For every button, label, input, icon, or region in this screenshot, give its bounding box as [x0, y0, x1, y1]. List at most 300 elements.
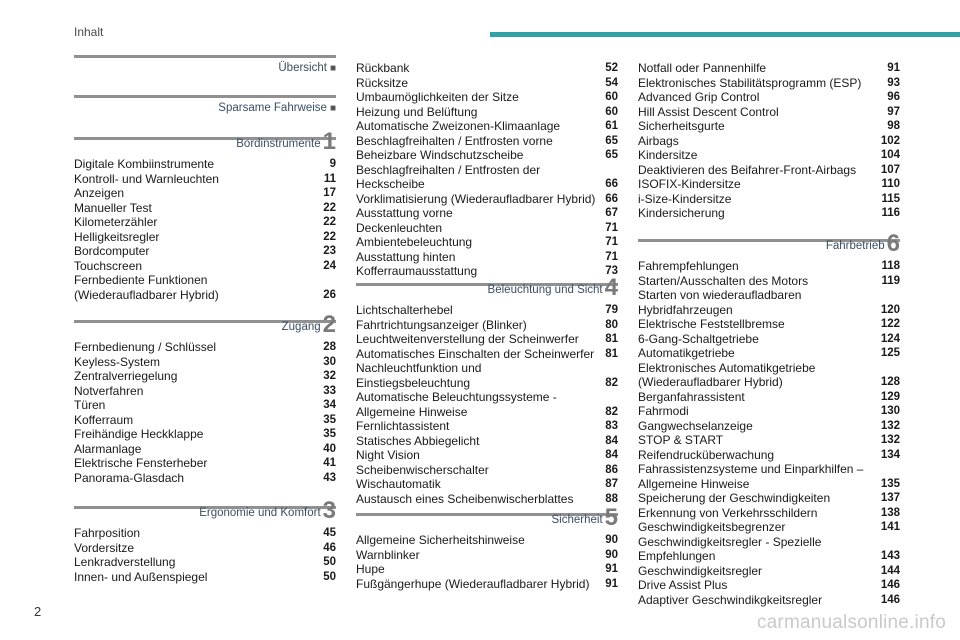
toc-entry-page: 79: [605, 304, 618, 316]
toc-entry-page: 35: [323, 413, 336, 426]
toc-entry-title: Scheibenwischerschalter: [356, 462, 489, 477]
toc-section: [74, 55, 336, 77]
toc-entry[interactable]: [638, 564, 900, 579]
toc-entry-page: 97: [887, 105, 900, 118]
toc-entry-title: Starten von wiederaufladbaren Hybridfahrzeugen: [638, 288, 802, 317]
toc-entry[interactable]: [356, 264, 618, 279]
toc-entry-title: Manueller Test: [74, 200, 152, 215]
toc-entry-title: Panorama-Glasdach: [74, 470, 185, 485]
toc-entry-page: 143: [880, 550, 900, 562]
section-title: Sparsame Fahrweise: [218, 102, 327, 114]
toc-entry[interactable]: [356, 221, 618, 236]
toc-entry-page: 50: [323, 570, 336, 583]
toc-entry-title: (Wiederaufladbarer Hybrid): [74, 287, 219, 302]
section-title: Sicherheit: [551, 514, 603, 526]
toc-entry-title: Innen- und Außenspiegel: [74, 569, 208, 584]
toc-entry-page: 60: [605, 105, 618, 118]
toc-entry[interactable]: [638, 462, 900, 477]
toc-entry-title: Rückbank: [356, 61, 410, 75]
toc-entry-title: Leuchtweitenverstellung der Scheinwerfer: [356, 332, 579, 346]
toc-entry-title: Rücksitze: [356, 75, 409, 90]
toc-entry-page: 132: [880, 419, 900, 432]
toc-entry-page: 118: [881, 260, 900, 272]
toc-entry-title: Speicherung der Geschwindigkeiten: [638, 491, 831, 505]
toc-entry-page: 41: [323, 457, 336, 469]
toc-entry-title: Notverfahren: [74, 383, 144, 398]
toc-entry-title: Geschwindigkeitsbegrenzer: [638, 520, 786, 534]
toc-entry[interactable]: [638, 61, 900, 76]
toc-entry[interactable]: [638, 404, 900, 419]
toc-entry-page: 82: [605, 405, 618, 418]
toc-entry[interactable]: [356, 105, 618, 120]
toc-entry-title: Fahrtrichtungsanzeiger (Blinker): [356, 317, 527, 332]
toc-entry[interactable]: [74, 230, 336, 245]
section-number: 3: [322, 497, 336, 524]
toc-entry-title: Nachleuchtfunktion und Einstiegsbeleuchtung: [356, 361, 482, 390]
toc-entry-title: Automatische Beleuchtungssysteme -: [356, 390, 557, 404]
toc-entry-page: 137: [880, 492, 900, 504]
toc-entry[interactable]: [638, 477, 900, 492]
toc-entry[interactable]: [74, 355, 336, 370]
toc-entry-page: 34: [323, 399, 336, 411]
toc-entry[interactable]: [356, 250, 618, 265]
toc-entry-page: 86: [605, 463, 618, 476]
toc-entry-page: 96: [887, 91, 900, 103]
toc-entry-page: 17: [323, 187, 336, 199]
toc-entry-title: i-Size-Kindersitze: [638, 191, 732, 206]
toc-entry-title: Automatikgetriebe: [638, 346, 735, 360]
toc-entry-page: 125: [880, 347, 900, 359]
toc-entry[interactable]: [74, 259, 336, 274]
toc-entry[interactable]: [638, 390, 900, 405]
toc-entry-title: Umbaumöglichkeiten der Sitze: [356, 90, 519, 104]
toc-entry-title: Adaptiver Geschwindikgkeitsregler: [638, 592, 823, 607]
toc-entry[interactable]: [74, 398, 336, 413]
toc-entry[interactable]: [74, 186, 336, 201]
toc-entry-title: Fahrmodi: [638, 404, 689, 418]
toc-entry[interactable]: [74, 215, 336, 230]
toc-entry-title: Türen: [74, 398, 106, 412]
toc-entry-title: Warnblinker: [356, 547, 420, 562]
toc-entry-title: STOP & START: [638, 433, 724, 447]
toc-entry-page: 141: [880, 521, 900, 533]
toc-entry-page: 88: [605, 492, 618, 505]
toc-entry-title: Empfehlungen: [638, 549, 716, 563]
toc-entry-title: Gangwechselanzeige: [638, 418, 753, 433]
toc-entry-page: 22: [323, 201, 336, 214]
section-heading: [74, 101, 336, 117]
toc-entry[interactable]: [638, 535, 900, 550]
toc-entry-page: 135: [880, 477, 900, 490]
toc-entry[interactable]: [356, 119, 618, 134]
section-rule: [74, 95, 336, 98]
toc-entry[interactable]: [356, 434, 618, 449]
toc-entry-title: Geschwindigkeitsregler - Spezielle: [638, 534, 822, 549]
toc-entry[interactable]: [356, 76, 618, 91]
section-number: 6: [886, 230, 900, 257]
toc-entry[interactable]: [74, 244, 336, 259]
toc-entry[interactable]: [638, 134, 900, 149]
toc-entry[interactable]: [74, 288, 336, 303]
toc-entry-title: Elektrische Fensterheber: [74, 456, 208, 470]
section-title: Beleuchtung und Sicht: [487, 284, 603, 296]
section-heading: [638, 230, 900, 259]
toc-entry[interactable]: [356, 361, 618, 390]
toc-entry[interactable]: [356, 332, 618, 347]
toc-entry-page: 84: [605, 434, 618, 447]
toc-entry[interactable]: [74, 526, 336, 541]
toc-entry-page: 23: [323, 245, 336, 257]
toc-entry-title: Starten/Ausschalten des Motors: [638, 273, 809, 288]
toc-entry-title: Digitale Kombiinstrumente: [74, 157, 215, 171]
toc-entry-page: 84: [605, 449, 618, 461]
toc-entry-page: 83: [605, 420, 618, 432]
toc-entry-title: Fernbediente Funktionen: [74, 273, 208, 287]
section-heading: [356, 504, 618, 533]
toc-entry-title: Fahrassistenzsysteme und Einparkhilfen –: [638, 462, 864, 476]
toc-entry-title: Ausstattung vorne: [356, 206, 453, 220]
toc-entry[interactable]: [638, 506, 900, 521]
toc-entry-title: Deaktivieren des Beifahrer-Front-Airbags: [638, 162, 857, 177]
toc-entry-title: Fernbedienung / Schlüssel: [74, 340, 217, 354]
toc-entry[interactable]: [356, 463, 618, 478]
toc-entry-page: 30: [323, 355, 336, 368]
toc-section: [74, 95, 336, 117]
toc-entry-title: Fernlichtassistent: [356, 419, 450, 433]
toc-entry-page: 146: [880, 579, 900, 591]
toc-entry[interactable]: [74, 555, 336, 570]
toc-entry-page: 119: [881, 274, 900, 287]
toc-entry[interactable]: [356, 192, 618, 207]
toc-entry[interactable]: [356, 303, 618, 318]
toc-entry-title: Kindersitze: [638, 148, 698, 162]
toc-entry-page: 11: [323, 172, 336, 185]
toc-entry-page: 61: [605, 120, 618, 132]
toc-entry-page: 45: [323, 527, 336, 539]
toc-entry-page: 65: [605, 134, 618, 147]
toc-entry-page: 128: [880, 376, 900, 388]
section-title: Zugang: [281, 321, 321, 333]
toc-entry[interactable]: [74, 570, 336, 585]
toc-entry[interactable]: [638, 419, 900, 434]
toc-entry[interactable]: [356, 492, 618, 507]
watermark-footer: carmanualsonline.info: [756, 612, 946, 633]
toc-entry-title: Helligkeitsregler: [74, 229, 160, 244]
toc-entry-title: Beschlagfreihalten / Entfrosten der Heckscheibe: [356, 162, 541, 191]
toc-entry-title: Airbags: [638, 133, 679, 148]
toc-entry-title: Heizung und Belüftung: [356, 104, 478, 119]
toc-entry[interactable]: [74, 471, 336, 486]
section-title: Übersicht: [278, 62, 327, 74]
toc-entry-page: 22: [323, 216, 336, 228]
toc-entry[interactable]: [638, 332, 900, 347]
toc-entry[interactable]: [356, 235, 618, 250]
toc-entry-page: 98: [887, 120, 900, 132]
toc-entry[interactable]: [74, 172, 336, 187]
toc-entry[interactable]: [638, 119, 900, 134]
toc-entry-page: 122: [880, 318, 900, 330]
toc-entry-page: 26: [323, 288, 336, 301]
square-marker-icon: ■: [329, 63, 336, 74]
toc-entry[interactable]: [638, 259, 900, 274]
toc-entry[interactable]: [638, 593, 900, 608]
toc-entry-page: 115: [881, 192, 900, 205]
toc-entry-page: 87: [605, 478, 618, 490]
toc-entry-page: 146: [880, 593, 900, 606]
toc-entry[interactable]: [356, 548, 618, 563]
toc-entry[interactable]: [74, 369, 336, 384]
toc-entry[interactable]: [638, 375, 900, 390]
toc-section: [74, 311, 336, 485]
toc-entry-title: Hill Assist Descent Control: [638, 104, 779, 119]
toc-entry-title: Elektronisches Stabilitätsprogramm (ESP): [638, 75, 862, 90]
toc-entry[interactable]: [356, 318, 618, 333]
toc-entry-page: 90: [605, 534, 618, 546]
toc-entry-title: Fußgängerhupe (Wiederaufladbarer Hybrid): [356, 576, 590, 591]
toc-entry[interactable]: [74, 427, 336, 442]
toc-entry-page: 50: [323, 556, 336, 568]
toc-entry[interactable]: [638, 317, 900, 332]
toc-entry-page: 28: [323, 341, 336, 353]
toc-entry-title: Deckenleuchten: [356, 220, 443, 235]
toc-entry-title: 6-Gang-Schaltgetriebe: [638, 331, 759, 346]
section-rule: [74, 55, 336, 58]
toc-entry-page: 66: [605, 178, 618, 190]
toc-entry-title: Alarmanlage: [74, 441, 142, 456]
toc-entry-page: 81: [605, 347, 618, 360]
toc-entry[interactable]: [638, 148, 900, 163]
toc-entry[interactable]: [356, 206, 618, 221]
toc-entry[interactable]: [74, 157, 336, 172]
toc-entry-title: Allgemeine Sicherheitshinweise: [356, 533, 525, 547]
toc-entry-title: Ambientebeleuchtung: [356, 235, 473, 249]
section-heading: [356, 274, 618, 303]
toc-entry-title: Beheizbare Windschutzscheibe: [356, 148, 524, 162]
toc-entry-title: Automatische Zweizonen-Klimaanlage: [356, 119, 561, 133]
toc-section: [356, 274, 618, 506]
toc-entry-title: Keyless-System: [74, 354, 161, 369]
toc-entry-title: Freihändige Heckklappe: [74, 427, 204, 441]
toc-entry[interactable]: [638, 578, 900, 593]
toc-entry-title: Wischautomatik: [356, 477, 441, 491]
toc-entry-page: 91: [887, 62, 900, 74]
toc-entry[interactable]: [356, 477, 618, 492]
toc-entry-page: 60: [605, 91, 618, 103]
toc-entry[interactable]: [638, 433, 900, 448]
toc-entry-page: 129: [880, 390, 900, 403]
toc-entry[interactable]: [638, 76, 900, 91]
toc-entry[interactable]: [356, 134, 618, 149]
toc-entry-title: Berganfahrassistent: [638, 389, 745, 404]
toc-entry[interactable]: [74, 541, 336, 556]
toc-entry-page: 66: [605, 192, 618, 205]
section-number: 5: [604, 504, 618, 531]
toc-entry[interactable]: [638, 206, 900, 221]
toc-entry[interactable]: [638, 549, 900, 564]
toc-entry-title: Elektrische Feststellbremse: [638, 317, 785, 331]
section-heading: [74, 311, 336, 340]
toc-entry-title: Automatisches Einschalten der Scheinwerfer: [356, 346, 595, 361]
toc-entry-page: 40: [323, 442, 336, 455]
toc-entry-page: 43: [323, 471, 336, 484]
section-heading: [74, 497, 336, 526]
toc-entry-page: 71: [605, 221, 618, 234]
toc-entry[interactable]: [356, 148, 618, 163]
toc-entry-title: Sicherheitsgurte: [638, 119, 725, 133]
toc-section: [356, 61, 618, 279]
header-accent-bar: [490, 32, 960, 37]
toc-entry-page: 107: [880, 163, 900, 176]
toc-entry-title: Fahrposition: [74, 526, 141, 540]
toc-entry-page: 120: [880, 303, 900, 316]
toc-entry[interactable]: [356, 533, 618, 548]
toc-entry-page: 116: [881, 207, 900, 219]
toc-entry[interactable]: [356, 562, 618, 577]
toc-entry-page: 91: [605, 577, 618, 590]
toc-entry[interactable]: [638, 361, 900, 376]
toc-entry[interactable]: [638, 163, 900, 178]
toc-entry[interactable]: [356, 405, 618, 420]
toc-entry-title: Kofferraumausstattung: [356, 264, 478, 278]
toc-entry[interactable]: [356, 163, 618, 192]
toc-entry[interactable]: [74, 273, 336, 288]
toc-entry-title: Reifendrucküberwachung: [638, 447, 775, 462]
toc-entry-title: Kontroll- und Warnleuchten: [74, 171, 219, 186]
toc-entry[interactable]: [74, 456, 336, 471]
toc-section: [638, 61, 900, 221]
toc-entry-title: Kindersicherung: [638, 206, 725, 220]
toc-entry[interactable]: [638, 177, 900, 192]
toc-entry-page: 33: [323, 384, 336, 397]
toc-entry[interactable]: [356, 390, 618, 405]
toc-section: [74, 128, 336, 302]
toc-entry[interactable]: [356, 347, 618, 362]
page-number: 2: [34, 604, 42, 619]
toc-entry-title: Notfall oder Pannenhilfe: [638, 61, 767, 75]
toc-entry-title: Zentralverriegelung: [74, 369, 178, 383]
toc-entry[interactable]: [356, 577, 618, 592]
toc-entry-page: 80: [605, 318, 618, 331]
toc-entry-page: 93: [887, 76, 900, 89]
toc-entry-page: 22: [323, 230, 336, 243]
toc-entry-title: ISOFIX-Kindersitze: [638, 177, 741, 191]
toc-section: [356, 504, 618, 591]
toc-entry-page: 71: [605, 236, 618, 248]
toc-entry[interactable]: [356, 90, 618, 105]
section-number: 2: [322, 311, 336, 338]
toc-entry-page: 54: [605, 76, 618, 89]
toc-entry[interactable]: [638, 90, 900, 105]
toc-entry[interactable]: [74, 413, 336, 428]
toc-entry[interactable]: [638, 448, 900, 463]
toc-entry-page: 82: [605, 376, 618, 389]
toc-entry-title: Statisches Abbiegelicht: [356, 433, 480, 448]
toc-entry-page: 134: [880, 448, 900, 461]
toc-entry-page: 81: [605, 333, 618, 345]
toc-entry-title: Elektronisches Automatikgetriebe: [638, 360, 816, 375]
toc-entry-title: Fahrempfehlungen: [638, 259, 739, 273]
toc-entry[interactable]: [638, 520, 900, 535]
toc-entry-page: 52: [605, 62, 618, 74]
toc-entry-page: 130: [880, 405, 900, 417]
toc-entry-title: Bordcomputer: [74, 244, 150, 258]
toc-entry-title: Geschwindigkeitsregler: [638, 563, 763, 578]
toc-entry-page: 9: [329, 158, 336, 170]
toc-entry-page: 46: [323, 541, 336, 554]
section-number: 4: [604, 274, 618, 301]
toc-entry-title: Kilometerzähler: [74, 215, 158, 229]
section-title: Bordinstrumente: [236, 138, 321, 150]
toc-entry-title: Night Vision: [356, 448, 420, 462]
toc-entry[interactable]: [638, 491, 900, 506]
toc-entry-page: 102: [880, 134, 900, 147]
toc-entry[interactable]: [74, 340, 336, 355]
toc-entry[interactable]: [356, 61, 618, 76]
toc-entry[interactable]: [356, 448, 618, 463]
toc-entry-page: 90: [605, 548, 618, 561]
toc-entry-title: Ausstattung hinten: [356, 249, 456, 264]
section-number: 1: [322, 128, 336, 155]
square-marker-icon: ■: [329, 103, 336, 114]
toc-entry-page: 124: [880, 332, 900, 345]
toc-entry-title: Beschlagfreihalten / Entfrosten vorne: [356, 133, 553, 148]
toc-entry-title: Lenkradverstellung: [74, 555, 176, 569]
toc-entry-title: Lichtschalterhebel: [356, 303, 453, 317]
toc-entry[interactable]: [74, 442, 336, 457]
toc-entry[interactable]: [638, 346, 900, 361]
section-title: Fahrbetrieb: [825, 240, 885, 252]
toc-entry-title: Vordersitze: [74, 540, 135, 555]
toc-entry-page: 132: [880, 434, 900, 446]
toc-entry-title: Allgemeine Hinweise: [638, 476, 750, 491]
toc-entry[interactable]: [74, 201, 336, 216]
toc-entry[interactable]: [638, 274, 900, 289]
toc-entry[interactable]: [356, 419, 618, 434]
toc-entry-page: 67: [605, 207, 618, 219]
toc-entry-page: 32: [323, 370, 336, 382]
toc-entry-title: Vorklimatisierung (Wiederaufladbarer Hybrid): [356, 191, 596, 206]
toc-entry-page: 35: [323, 428, 336, 440]
toc-entry-page: 138: [880, 506, 900, 519]
page-header-title: Inhalt: [74, 25, 104, 39]
toc-entry-title: Allgemeine Hinweise: [356, 404, 468, 419]
toc-entry-title: Austausch eines Scheibenwischerblattes: [356, 491, 574, 506]
toc-entry-page: 104: [880, 149, 900, 161]
toc-entry-title: Advanced Grip Control: [638, 90, 760, 104]
toc-entry[interactable]: [638, 105, 900, 120]
toc-entry-page: 24: [323, 259, 336, 272]
toc-entry-title: Hupe: [356, 562, 385, 576]
toc-entry[interactable]: [638, 288, 900, 317]
toc-entry-page: 144: [880, 564, 900, 577]
toc-section: [74, 497, 336, 584]
toc-entry-page: 71: [605, 250, 618, 263]
toc-entry-title: Erkennung von Verkehrsschildern: [638, 505, 818, 520]
toc-entry-title: (Wiederaufladbarer Hybrid): [638, 375, 783, 389]
toc-entry-title: Anzeigen: [74, 186, 125, 200]
toc-entry-page: 91: [605, 563, 618, 575]
toc-entry-title: Drive Assist Plus: [638, 578, 728, 592]
toc-entry-page: 110: [881, 178, 900, 190]
toc-section: [638, 230, 900, 607]
toc-entry-title: Kofferraum: [74, 412, 134, 427]
toc-entry-title: Touchscreen: [74, 258, 143, 273]
toc-entry[interactable]: [74, 384, 336, 399]
toc-entry[interactable]: [638, 192, 900, 207]
section-heading: [74, 61, 336, 77]
section-heading: [74, 128, 336, 157]
section-title: Ergonomie und Komfort: [199, 507, 321, 519]
